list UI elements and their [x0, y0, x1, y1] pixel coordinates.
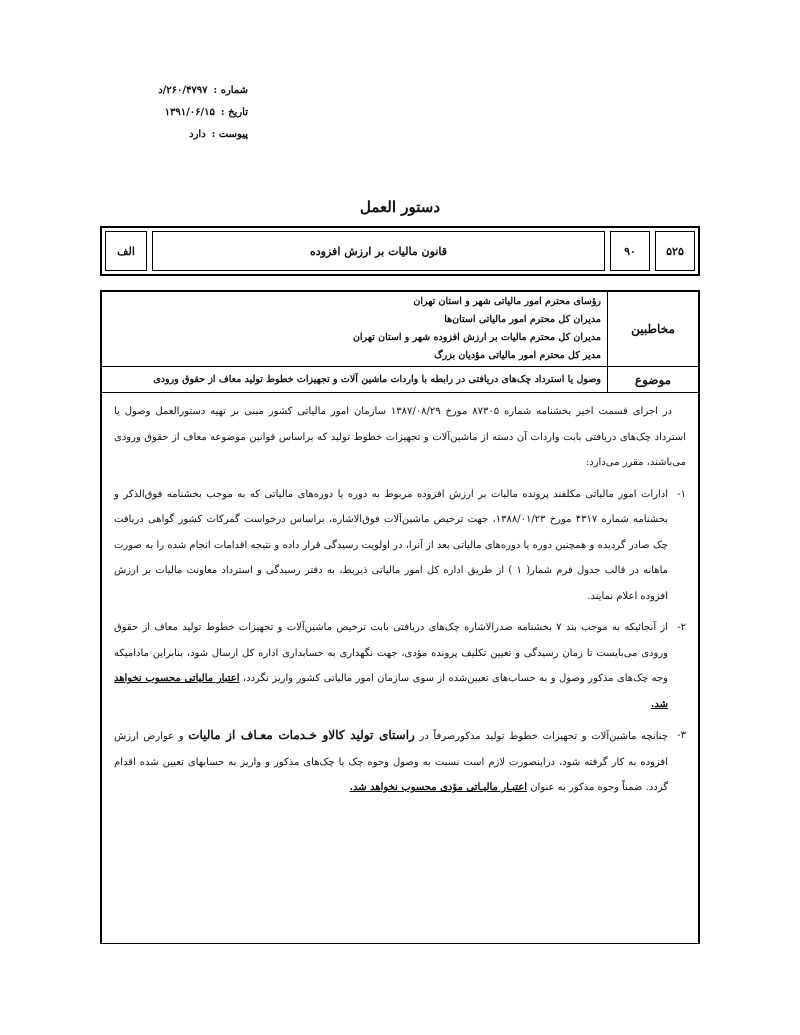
recipients-label: مخاطبین [607, 292, 698, 366]
item-2-number: ۲- [677, 622, 686, 633]
letter-meta [118, 80, 248, 146]
header-box [100, 226, 700, 276]
item-2-emphasis: اعتبار مالیاتی محسوب نخواهد شد. [114, 673, 668, 710]
number-value: ۲۶۰/۴۷۹۷/د [158, 85, 208, 96]
letter-date [118, 102, 248, 124]
letter-number [118, 80, 248, 102]
subject-label: موضوع [607, 367, 698, 392]
item-3-bold: راستای تولید کالاو خـدمات معـاف از مالیات [188, 728, 415, 742]
header-code-1: ۵۲۵ [655, 231, 695, 271]
item-2-body [114, 615, 668, 717]
item-3-number: ۳- [677, 730, 686, 741]
recipients-list [102, 292, 607, 366]
subject-row [102, 367, 698, 393]
item-3 [114, 723, 686, 801]
item-1-number: ۱- [677, 488, 686, 500]
item-3-text-c: و عوارض ارزش افزوده به کار گرفته شود، دراینصورت لازم است نسبت به وصول وجوه چک یا چک‌های مذکور و واریز به حسابهای تعیین شده اقدام گردد. ضمناً وجوه مذکور به عنوان [114, 731, 668, 793]
number-label: شماره : [213, 85, 248, 96]
recipients-row [102, 292, 698, 367]
attach-label: پیوست : [211, 129, 248, 140]
date-value: ۱۳۹۱/۰۶/۱۵ [164, 107, 215, 118]
date-label: تاریخ : [220, 107, 248, 118]
recipient-line: مدیر کل محترم امور مالیاتی مؤدیان بزرگ [434, 350, 601, 361]
header-series: الف [105, 231, 147, 271]
recipient-line: مدیران کل محترم امور مالیاتی استان‌ها [444, 314, 601, 325]
letter-attachment [118, 124, 248, 146]
item-3-text-a: چنانچه ماشین‌آلات و تجهیزات خطوط تولید مذکورصرفاً در [414, 731, 669, 742]
attach-value: دارد [189, 129, 206, 140]
body-text [102, 393, 698, 801]
subject-text: وصول یا استرداد چک‌های دریافتی در رابطه با واردات ماشین آلات و تجهیزات خطوط تولید معاف از حقوق ورودی [153, 374, 601, 385]
item-3-emphasis: اعتبـار مالیـاتی مؤدی محسوب نخواهد شد. [349, 782, 528, 793]
recipient-line: مدیران کل محترم مالیات بر ارزش افزوده شهر و استان تهران [352, 332, 601, 343]
item-1-text: ادارات امور مالیاتی مکلفند پرونده مالیات بر ارزش افزوده مربوط به دوره یا دوره‌های مالیاتی که به موجب بخشنامه فوق‌الذکر و بخشنامه شماره ۴۳۱۷ مورخ ۱۳۸۸/۰۱/۲۳، جهت ترخیص ماشین‌آلات فوق‌الاشاره، براساس درخواست گمرکات کشور گواهی دریافت چک صادر گردیده و همچنین دوره یا دوره‌های مالیاتی بعد از آنرا، در اولویت رسیدگی قرار داده و نتیجه اقدامات انجام شده را به صورت ماهانه در قالب جدول فرم شمار( ۱ ) از طریق اداره کل امور مالیاتی ذیربط، به دفتر رسیدگی و استرداد معاونت مالیات بر ارزش افزوده اعلام نمایند. [114, 488, 668, 602]
item-2-text: از آنجائیکه به موجب بند ۷ بخشنامه صدرالاشاره چک‌های دریافتی بابت ترخیص ماشین‌آلات و تجهیزات خطوط تولید معاف از حقوق ورودی می‌بایست تا زمان رسیدگی و تعیین تکلیف پرونده مؤدی، جهت نگهداری به حسابداری اداره کل ارسال شود، بنابراین مادامیکه وجه چک‌های مذکور وصول و به حساب‌های تعیین‌شده از سوی سازمان امور مالیاتی کشور واریز نگردد، [114, 622, 668, 684]
document-title: دستور العمل [360, 198, 440, 216]
main-table [100, 290, 700, 944]
header-code-2: ۹۰ [610, 231, 650, 271]
item-3-body [114, 723, 668, 801]
recipient-line: رؤسای محترم امور مالیاتی شهر و استان تهران [413, 296, 601, 307]
header-law-title: قانون مالیات بر ارزش افزوده [152, 231, 605, 271]
item-2 [114, 615, 686, 717]
item-1 [114, 482, 686, 610]
intro-paragraph: در اجرای قسمت اخیر بخشنامه شماره ۸۷۳۰۵ مورخ ۱۳۸۷/۰۸/۲۹ سازمان امور مالیاتی کشور مبنی بر تهیه دستورالعمل وصول یا استرداد چک‌های دریافتی بابت واردات آن دسته از ماشین‌آلات و تجهیزات خطوط تولید که براساس قوانین موضوعه معاف از حقوق ورودی می‌باشند، مقرر می‌دارد: [114, 406, 686, 468]
